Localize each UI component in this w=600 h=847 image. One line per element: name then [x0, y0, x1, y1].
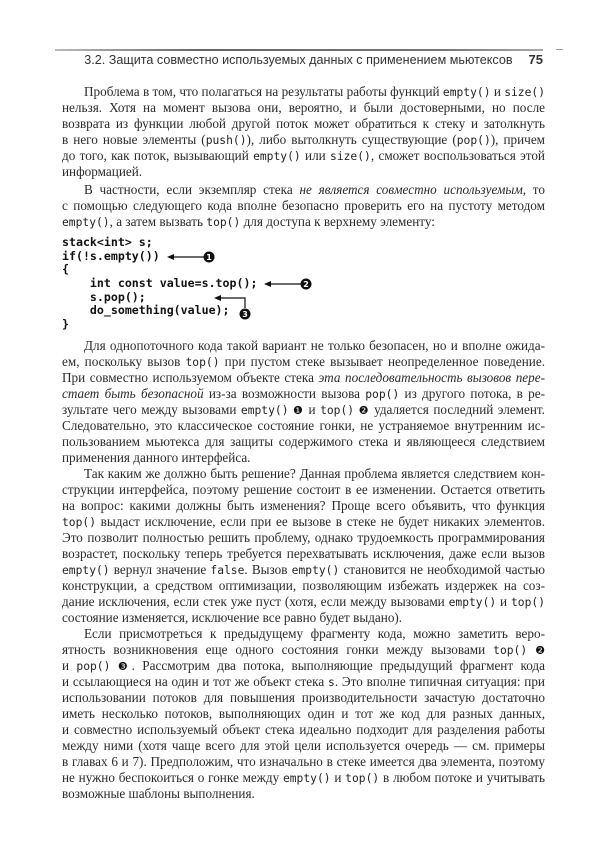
- code-line: if(!s.empty()): [62, 248, 160, 263]
- paragraph: [62, 626, 545, 802]
- text-line: [62, 450, 545, 466]
- text-run: , сможет воспользоваться этой: [370, 148, 545, 163]
- text-line: [62, 658, 545, 674]
- text-run: Проблема в том, что полагаться на результаты работы функций: [84, 84, 443, 99]
- text-line: [62, 100, 545, 116]
- text-line: [62, 626, 545, 642]
- text-run: струкции интерфейса, поэтому решение состоит в ее изменении. Остается ответить: [62, 482, 545, 497]
- text-run: до того, как поток, вызывающий: [62, 148, 254, 163]
- text-run: , то: [522, 182, 545, 197]
- text-run: [110, 658, 117, 673]
- text-run: для доступа к верхнему элементу:: [240, 214, 435, 229]
- text-line: [62, 562, 545, 578]
- text-run: При совместно используемом объекте стека: [62, 370, 319, 385]
- text-line: [62, 418, 545, 434]
- text-run: в него новые элементы (: [62, 132, 206, 147]
- text-run: зультате чего между вызовами: [62, 402, 241, 417]
- svg-text:2: 2: [303, 280, 310, 289]
- text-line: [62, 786, 545, 802]
- text-line: [62, 578, 545, 594]
- text-line: [62, 642, 545, 658]
- text-run: в любом потоке и учитывать: [379, 770, 545, 785]
- inline-code: top(): [345, 772, 380, 785]
- text-run: из другого потока, в ре-: [399, 386, 545, 401]
- emphasis: стает быть безопасной: [62, 386, 204, 401]
- text-run: удаляется последний элемент.: [369, 402, 545, 417]
- callout-ref: ❷: [535, 644, 545, 657]
- text-line: [62, 754, 545, 770]
- text-line: [62, 706, 545, 722]
- text-run: Если присмотреться к предыдущему фрагменту кода, можно заметить веро-: [84, 626, 545, 641]
- header-rule-tick: [556, 49, 563, 50]
- text-line: [62, 84, 545, 100]
- text-line: [62, 738, 545, 754]
- inline-code: pop(): [365, 388, 400, 401]
- text-run: конструкции, а средством оптимизации, позволяющим избежать издержек на соз-: [62, 578, 545, 593]
- paragraph: [62, 338, 545, 466]
- text-run: и: [490, 84, 505, 99]
- text-run: информацией.: [62, 164, 143, 179]
- code-line: {: [62, 262, 69, 277]
- paragraph: [62, 182, 545, 230]
- text-run: иметь несколько потоков, выполняющих один и тот же код для разных данных,: [62, 706, 545, 721]
- callout-ref: ❶: [293, 404, 305, 417]
- text-line: [62, 770, 545, 786]
- text-line: [62, 530, 545, 546]
- text-run: возможные шаблоны выполнения.: [62, 786, 255, 801]
- text-run: состояние изменяется, исключение все равно будет выдано).: [62, 610, 403, 625]
- code-line: int const value=s.top();: [62, 276, 258, 291]
- callout-3: [213, 291, 257, 321]
- text-line: [62, 546, 545, 562]
- text-line: [62, 690, 545, 706]
- text-line: [62, 610, 545, 626]
- inline-code: top(): [206, 216, 241, 229]
- emphasis: эта последовательность вызовов пере-: [318, 370, 545, 385]
- text-run: использовании потоков для повышения производительности зачастую достаточно: [62, 690, 545, 705]
- text-run: или: [300, 148, 331, 163]
- inline-code: pop(): [76, 660, 111, 673]
- code-line: }: [62, 317, 69, 332]
- text-line: [62, 594, 545, 610]
- text-run: с помощью следующего кода вполне безопасно проверить его на пустоту методом: [62, 198, 545, 213]
- header-rule: [55, 49, 543, 51]
- text-line: [62, 674, 545, 690]
- callout-ref: ❷: [358, 404, 370, 417]
- text-run: и ссылающиеся на один и тот же объект стека: [62, 674, 329, 689]
- text-run: и: [330, 770, 346, 785]
- inline-code: pop(): [456, 134, 491, 147]
- text-run: Так каким же должно быть решение? Данная проблема является следствием кон-: [84, 466, 545, 481]
- text-line: [62, 434, 545, 450]
- callout-ref: ❸: [117, 660, 132, 673]
- text-run: ), либо вытолкнуть существующие (: [246, 132, 457, 147]
- inline-code: empty(): [62, 564, 110, 577]
- text-line: [62, 198, 545, 214]
- text-run: , а затем вызвать: [109, 214, 207, 229]
- text-run: Для однопоточного кода такой вариант не только безопасен, но и вполне ожида-: [84, 338, 545, 353]
- paragraph: [62, 466, 545, 626]
- text-run: дание исключения, если стек уже пуст (хотя, если между вызовами: [62, 594, 449, 609]
- page-number: 75: [528, 52, 543, 67]
- text-line: [62, 466, 545, 482]
- text-run: Это позволит полностью решить проблему, однако трудоемкость программирования: [62, 530, 545, 545]
- text-run: применения данного интерфейса.: [62, 450, 251, 465]
- text-run: . Рассмотрим два потока, выполняющие предыдущий фрагмент кода: [131, 658, 545, 673]
- inline-code: push(): [205, 134, 247, 147]
- text-run: ем, поскольку вызов: [62, 354, 186, 369]
- text-run: на вопрос: какими должны быть изменения? Проще всего объявить, что функция: [62, 498, 545, 513]
- text-run: В частности, если экземпляр стека: [84, 182, 300, 197]
- text-run: из-за возможности вызова: [203, 386, 366, 401]
- running-header: [84, 52, 543, 68]
- code-listing: [62, 236, 545, 332]
- text-run: ), причем: [490, 132, 546, 147]
- text-line: [62, 116, 545, 132]
- text-line: [62, 182, 545, 198]
- section-title: 3.2. Защита совместно используемых данных с применением мьютексов: [84, 53, 513, 67]
- text-line: [62, 214, 545, 230]
- inline-code: size(): [504, 86, 546, 99]
- inline-code: empty(): [253, 150, 301, 163]
- text-run: и: [496, 594, 511, 609]
- inline-code: empty(): [291, 564, 340, 577]
- inline-code: size(): [330, 150, 371, 163]
- text-line: [62, 164, 545, 180]
- svg-text:1: 1: [205, 253, 212, 262]
- text-run: нельзя. Хотя на момент вызова они, вероятно, и были достоверными, но после: [62, 100, 545, 115]
- text-run: и совместно используемый объект стека идеально подходит для разделения работы: [62, 722, 545, 737]
- callout-2: [263, 277, 315, 291]
- text-run: становится не необходимой частью: [339, 562, 546, 577]
- inline-code: top(): [185, 356, 220, 369]
- text-run: и: [62, 658, 77, 673]
- text-run: возврата из функции любой другой поток может обратиться к стеку и затолкнуть: [62, 116, 545, 131]
- text-line: [62, 498, 545, 514]
- text-line: [62, 370, 545, 386]
- text-line: [62, 722, 545, 738]
- text-run: пользованием мьютекса для защиты содержимого стека и являющееся следствием: [62, 434, 545, 449]
- text-run: и: [304, 402, 321, 417]
- text-line: [62, 338, 545, 354]
- text-run: [527, 642, 535, 657]
- code-line: s.pop();: [62, 289, 146, 304]
- inline-code: empty(): [282, 772, 331, 785]
- paragraph: [62, 84, 545, 180]
- text-run: возрастет, поскольку теперь требуется перехватывать исключения, даже если вызов: [62, 546, 545, 561]
- inline-code: empty(): [448, 596, 497, 609]
- text-run: выдаст исключение, если при ее вызове в стеке не будет никаких элементов.: [96, 514, 545, 529]
- text-run: при пустом стеке вызывает неопределенное поведение.: [219, 354, 546, 369]
- emphasis: не является совместно используемым: [299, 182, 523, 197]
- inline-code: s: [328, 676, 335, 689]
- text-run: Следовательно, это классическое состояние гонки, не устраняемое внутренним ис-: [62, 418, 545, 433]
- text-run: . Вызов: [244, 562, 292, 577]
- callout-1: [166, 250, 218, 264]
- text-line: [62, 386, 545, 402]
- text-line: [62, 514, 545, 530]
- svg-text:3: 3: [241, 310, 248, 319]
- inline-code: empty(): [442, 86, 491, 99]
- text-run: в главах 6 и 7). Предположим, что изначально в стеке имеется два элемента, поэтому: [62, 754, 545, 769]
- text-line: [62, 482, 545, 498]
- text-run: ятность возникновения еще одного состояния гонки между вызовами: [62, 642, 494, 657]
- text-line: [62, 354, 545, 370]
- inline-code: top(): [62, 516, 97, 529]
- code-line: stack<int> s;: [62, 235, 153, 249]
- inline-code: top(): [510, 596, 545, 609]
- text-run: вернул значение: [109, 562, 211, 577]
- text-line: [62, 402, 545, 418]
- text-line: [62, 148, 545, 164]
- inline-code: empty(): [240, 404, 289, 417]
- inline-code: top(): [320, 404, 355, 417]
- inline-code: false: [210, 564, 245, 577]
- inline-code: empty(): [62, 216, 110, 229]
- text-run: между ними (хотя чаще всего для этой цели используется очередь — см. примеры: [62, 738, 545, 753]
- code-line: do_something(value);: [62, 303, 230, 318]
- text-line: [62, 132, 545, 148]
- inline-code: top(): [493, 644, 528, 657]
- text-run: не нужно беспокоиться о гонке между: [62, 770, 283, 785]
- body-text: [62, 84, 545, 802]
- text-run: . Это вполне типичная ситуация: при: [334, 674, 545, 689]
